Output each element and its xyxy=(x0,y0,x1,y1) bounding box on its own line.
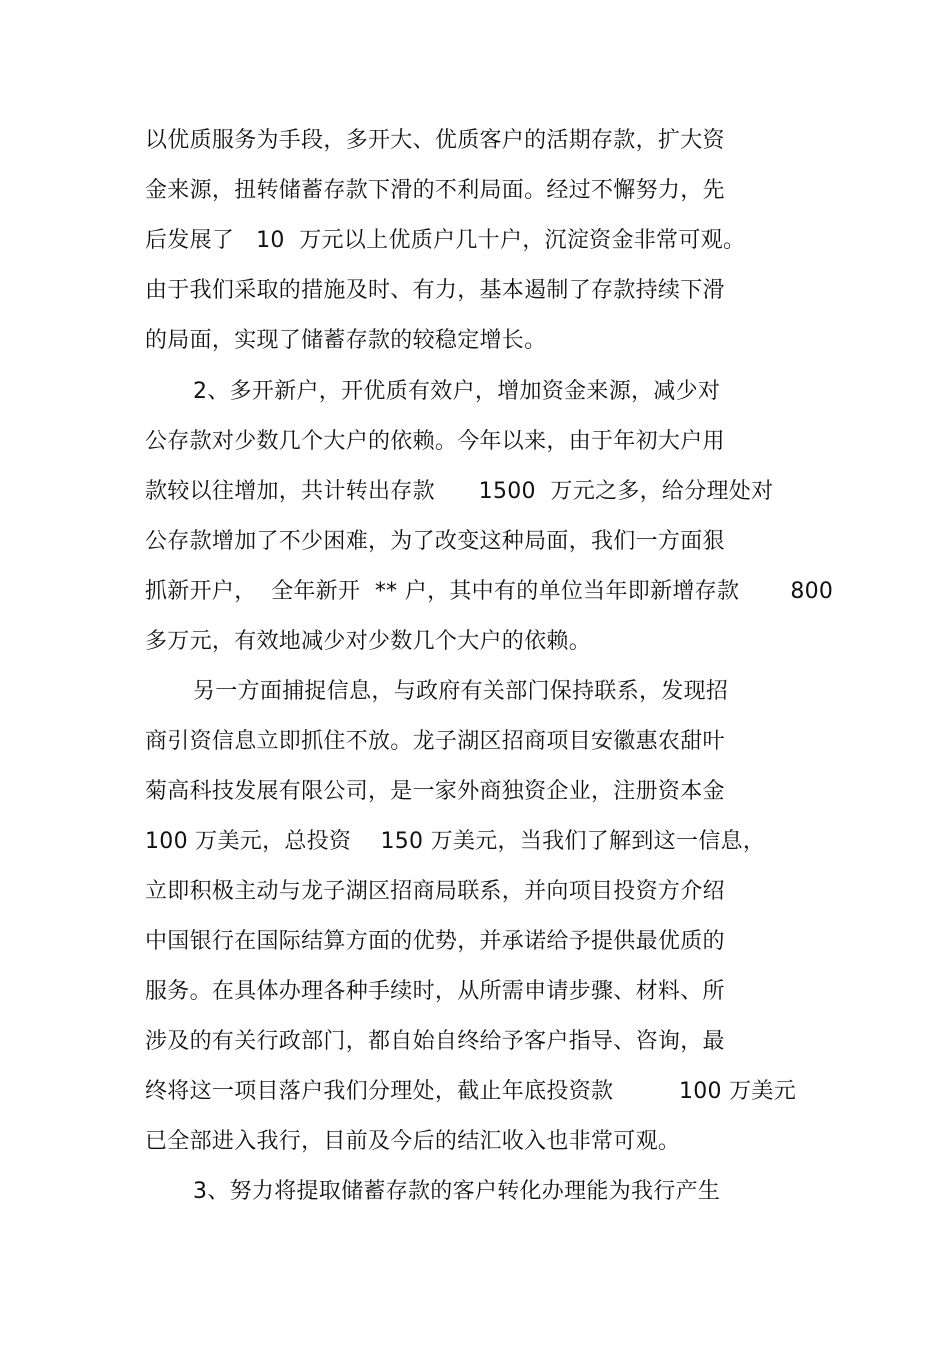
text-line: 的局面，实现了储蓄存款的较稳定增长。 xyxy=(145,328,547,353)
text-line: 由于我们采取的措施及时、有力，基本遏制了存款持续下滑 xyxy=(145,278,725,303)
text-line: 涉及的有关行政部门，都自始自终给予客户指导、咨询，最 xyxy=(145,1029,725,1054)
paragraph-first-line: 3、努力将提取储蓄存款的客户转化办理能为我行产生 xyxy=(193,1179,721,1204)
paragraph-first-line: 2、多开新户，开优质有效户，增加资金来源，减少对 xyxy=(193,379,721,404)
text-line: 公存款增加了不少困难，为了改变这种局面，我们一方面狠 xyxy=(145,529,725,554)
text-line: 后发展了 10 万元以上优质户几十户，沉淀资金非常可观。 xyxy=(145,228,746,253)
text-line: 100 万美元，总投资 150 万美元，当我们了解到这一信息， xyxy=(145,829,766,854)
text-line: 以优质服务为手段，多开大、优质客户的活期存款，扩大资 xyxy=(145,128,725,153)
text-line: 公存款对少数几个大户的依赖。今年以来，由于年初大户用 xyxy=(145,429,725,454)
text-line: 商引资信息立即抓住不放。龙子湖区招商项目安徽惠农甜叶 xyxy=(145,729,725,754)
text-line: 款较以往增加，共计转出存款 1500 万元之多，给分理处对 xyxy=(145,479,774,504)
text-line: 菊高科技发展有限公司，是一家外商独资企业，注册资本金 xyxy=(145,779,725,804)
text-line: 中国银行在国际结算方面的优势，并承诺给予提供最优质的 xyxy=(145,929,725,954)
text-line: 立即积极主动与龙子湖区招商局联系，并向项目投资方介绍 xyxy=(145,879,725,904)
text-line: 金来源，扭转储蓄存款下滑的不利局面。经过不懈努力，先 xyxy=(145,178,725,203)
paragraph-first-line: 另一方面捕捉信息，与政府有关部门保持联系，发现招 xyxy=(193,679,729,704)
text-line: 抓新开户， 全年新开 ** 户，其中有的单位当年即新增存款 800 xyxy=(145,579,834,604)
text-line: 多万元，有效地减少对少数几个大户的依赖。 xyxy=(145,629,592,654)
text-line: 终将这一项目落户我们分理处，截止年底投资款 100 万美元 xyxy=(145,1079,797,1104)
text-line: 服务。在具体办理各种手续时，从所需申请步骤、材料、所 xyxy=(145,979,725,1004)
text-line: 已全部进入我行，目前及今后的结汇收入也非常可观。 xyxy=(145,1129,681,1154)
